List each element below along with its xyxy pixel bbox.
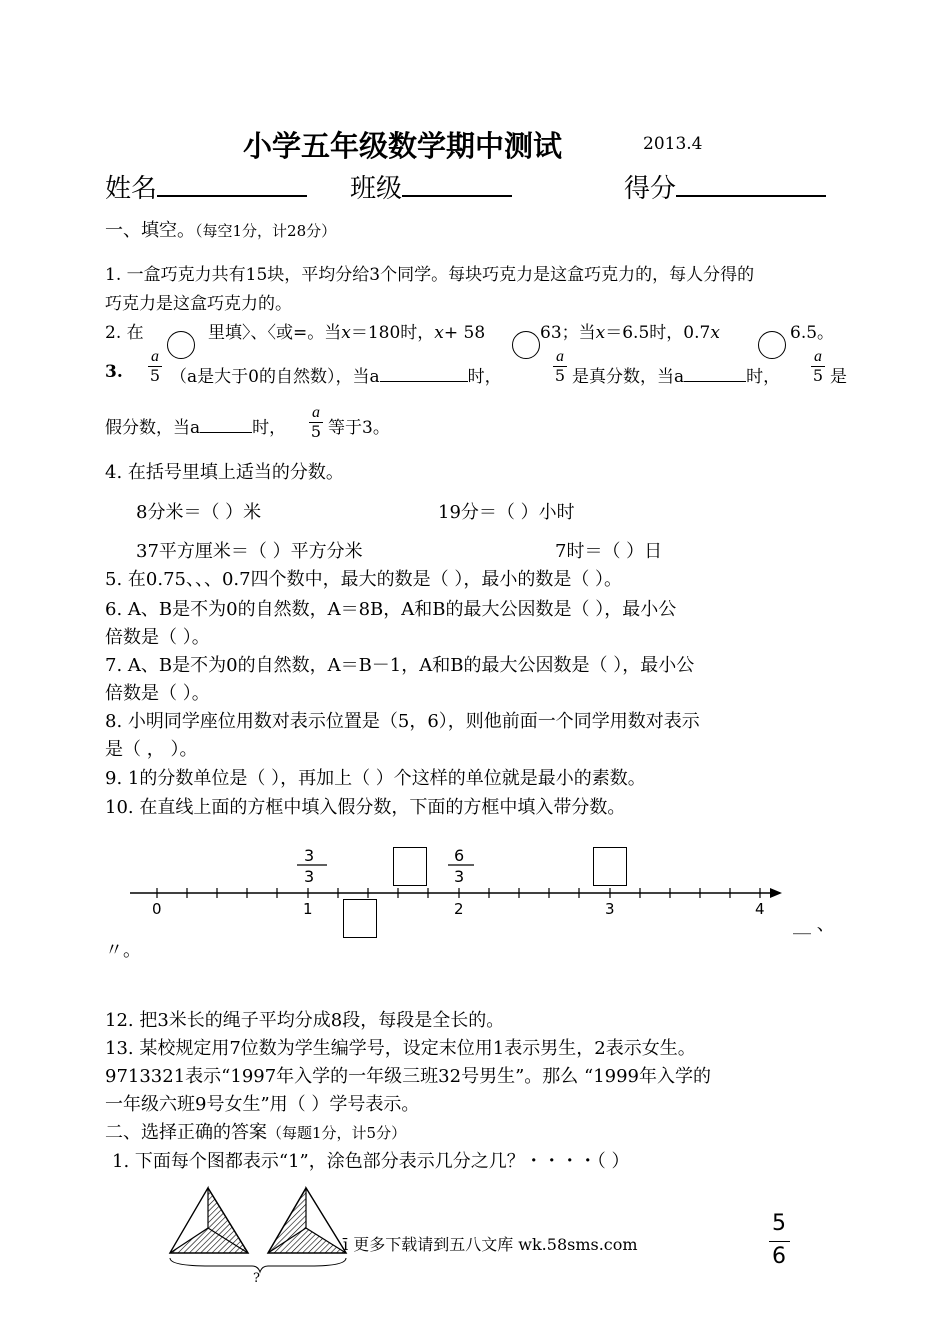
- after-line-a: __ 、: [793, 914, 835, 935]
- q2-text-e: 63；当: [540, 323, 596, 343]
- q3-part-e: 是: [830, 367, 847, 387]
- q13-line1: 13. 某校规定用7位数为学生编学号，设定末位用1表示男生，2表示女生。: [105, 1038, 696, 1059]
- number-line-ticks: [157, 888, 760, 898]
- tick-label-2: 2: [454, 900, 464, 918]
- triangle-1: [170, 1188, 248, 1253]
- triangle-2: [268, 1188, 346, 1253]
- nl-frac2-den: 3: [454, 867, 465, 886]
- q3-text-f: 假分数，当a: [105, 418, 201, 438]
- q3-text-b: 时，: [467, 367, 502, 387]
- q2-part-g: 6.5。: [790, 323, 835, 343]
- q4-row1-a: 8分米＝（ ）米: [136, 502, 262, 523]
- q13-line2: 9713321表示“1997年入学的一年级三班32号男生”。那么 “1999年入学的: [105, 1066, 712, 1087]
- q2-text-f: ＝6.5时，0.7: [605, 323, 711, 343]
- q3-text-g: 时，: [252, 418, 287, 438]
- q3-text-a: （a是大于0的自然数），当a: [170, 367, 380, 387]
- section2-note: （每题1分，计5分）: [267, 1124, 407, 1142]
- q2-text-b: 里填〉、〈或=。当: [208, 323, 342, 343]
- q3-text-d: 时，: [746, 367, 781, 387]
- frac-num: a: [556, 348, 564, 365]
- class-label: 班级: [350, 174, 403, 204]
- q12: 12. 把3米长的绳子平均分成8段，每段是全长的。: [105, 1010, 505, 1031]
- section2-title: 二、选择正确的答案: [105, 1122, 267, 1143]
- q8-line1: 8. 小明同学座位用数对表示位置是（5，6），则他前面一个同学用数对表示: [105, 711, 700, 732]
- frac-num: a: [312, 404, 320, 421]
- q4-prompt: 4. 在括号里填上适当的分数。: [105, 462, 344, 483]
- tick-label-3: 3: [605, 900, 615, 918]
- q13-line3: 一年级六班9号女生”用（ ）学号表示。: [105, 1094, 420, 1115]
- q6-line1: 6. A、B是不为0的自然数，A＝8B，A和B的最大公因数是（ ），最小公: [105, 599, 677, 620]
- q4-row2-a: 37平方厘米＝（ ）平方分米: [136, 541, 363, 562]
- q2-var-2: x: [434, 323, 444, 343]
- q7-line2: 倍数是（ ）。: [105, 683, 210, 704]
- page-title: 小学五年级数学期中测试: [243, 129, 563, 163]
- answer-box-above-2[interactable]: [593, 847, 627, 886]
- q7-line1: 7. A、B是不为0的自然数，A＝B－1，A和B的最大公因数是（ ），最小公: [105, 655, 695, 676]
- q3-number: 3.: [105, 362, 123, 382]
- triangle-figures: [160, 1180, 360, 1280]
- name-label: 姓名: [105, 174, 158, 204]
- q4-row1-b: 19分＝（ ）小时: [438, 502, 575, 523]
- section1-title: 一、填空。: [105, 220, 195, 241]
- page-fraction-bar: [769, 1241, 790, 1242]
- answer-box-below-1[interactable]: [343, 899, 377, 938]
- q9: 9. 1的分数单位是（ ），再加上（ ）个这样的单位就是最小的素数。: [105, 768, 646, 789]
- q2-text-d: + 58: [443, 323, 486, 343]
- q2-part-a: 2. 在: [105, 323, 144, 343]
- answer-box-above-1[interactable]: [393, 847, 427, 886]
- brace: [170, 1258, 346, 1272]
- q1-line1: 1. 一盒巧克力共有15块，平均分给3个同学。每块巧克力是这盒巧克力的，每人分得的: [105, 265, 755, 285]
- q10: 10. 在直线上面的方框中填入假分数，下面的方框中填入带分数。: [105, 797, 626, 818]
- frac-den: 5: [812, 366, 824, 385]
- s2-q1: 1. 下面每个图都表示“1”，涂色部分表示几分之几？・・・・（ ）: [112, 1151, 630, 1172]
- q2-var-3: x: [595, 323, 606, 343]
- q2-var-4: x: [710, 323, 720, 343]
- tick-label-1: 1: [303, 900, 313, 918]
- tick-label-0: 0: [152, 900, 162, 918]
- q3-text-c: 是真分数，当a: [572, 367, 685, 387]
- score-label: 得分: [624, 174, 677, 204]
- frac-num: a: [814, 348, 822, 365]
- q8-line2: 是（ ， ）。: [105, 739, 198, 760]
- q6-line2: 倍数是（ ）。: [105, 627, 210, 648]
- nl-frac2-num: 6: [454, 846, 465, 865]
- after-line-b: 〃。: [105, 940, 141, 961]
- page-number-total: 6: [772, 1244, 786, 1269]
- frac-den: 5: [310, 422, 322, 441]
- brace-label: ?: [253, 1271, 260, 1286]
- nl-frac1-den: 3: [304, 867, 315, 886]
- nl-frac1-num: 3: [304, 846, 315, 865]
- q2-text-c: ＝180时，: [350, 323, 435, 343]
- section1-note: （每空1分，计28分）: [195, 222, 337, 240]
- q3-part-h: 等于3。: [328, 418, 390, 438]
- footer-watermark: ī 更多下载请到五八文库 wk.58sms.com: [343, 1235, 638, 1254]
- frac-num: a: [151, 348, 159, 365]
- q2-var-1: x: [341, 323, 351, 343]
- q5: 5. 在0.75、、、0.7四个数中，最大的数是（ ），最小的数是（ ）。: [105, 569, 623, 590]
- frac-den: 5: [554, 366, 566, 385]
- q4-row2-b: 7时＝（ ）日: [555, 541, 663, 562]
- number-line-arrow-icon: [770, 888, 782, 898]
- test-date: 2013.4: [643, 134, 703, 154]
- page-number-current: 5: [772, 1211, 786, 1236]
- section2-heading: [105, 1118, 406, 1144]
- q1-line2: 巧克力是这盒巧克力的。: [105, 294, 292, 314]
- tick-label-4: 4: [755, 900, 765, 918]
- frac-den: 5: [149, 366, 161, 385]
